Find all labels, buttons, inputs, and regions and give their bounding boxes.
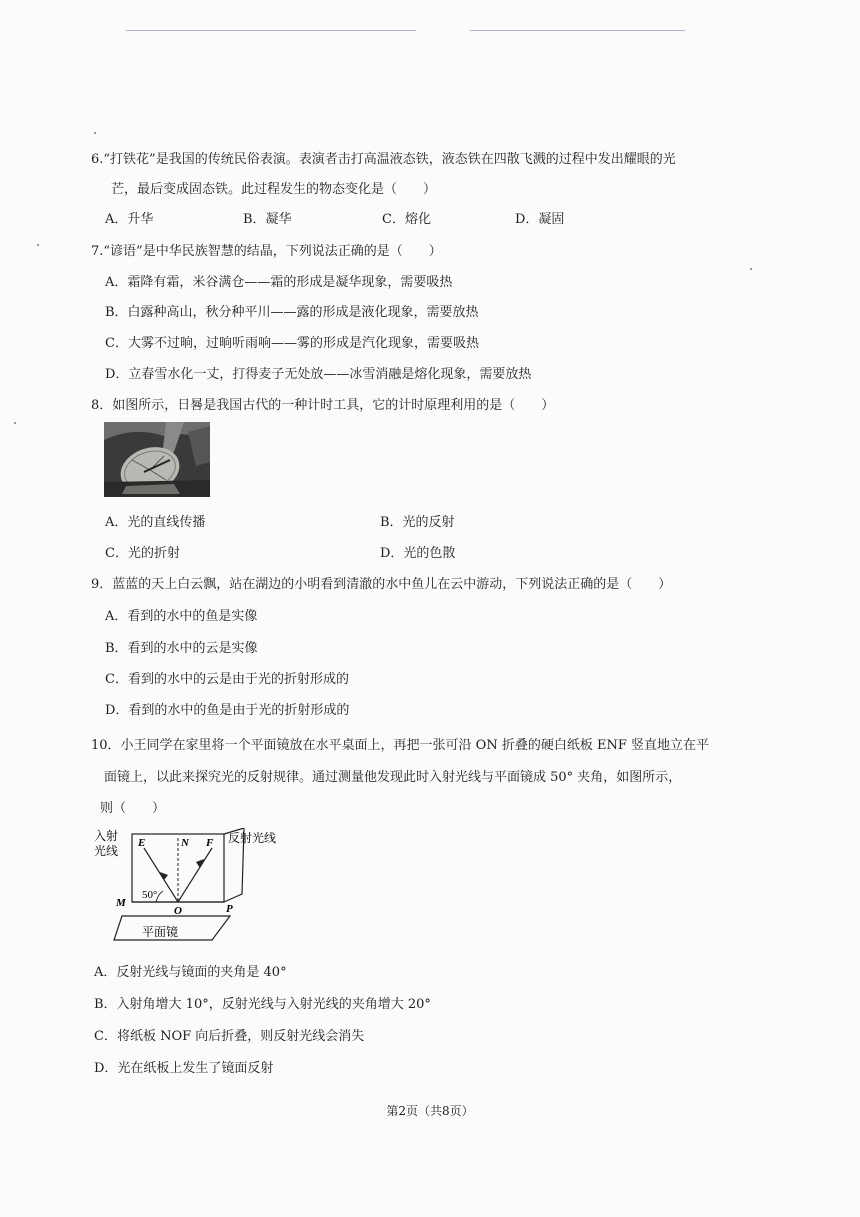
q10-stem-line3: 则（ ） [100, 801, 166, 816]
scan-dot [14, 422, 16, 424]
q10-option-c: C．将纸板 NOF 向后折叠，则反射光线会消失 [94, 1029, 365, 1044]
scan-line-right [470, 30, 685, 31]
q10-option-a: A．反射光线与镜面的夹角是 40° [94, 965, 287, 980]
label-E: E [138, 837, 146, 849]
scan-dot [94, 132, 96, 134]
q10-option-d: D．光在纸板上发生了镜面反射 [94, 1061, 274, 1076]
q10-stem-line2: 面镜上，以此来探究光的反射规律。通过测量他发现此时入射光线与平面镜成 50° 夹角，如图所示， [104, 770, 682, 785]
q8-stem: 8．如图所示，日晷是我国古代的一种计时工具，它的计时原理利用的是（ ） [91, 398, 555, 413]
q8-option-a: A．光的直线传播 [105, 515, 206, 530]
page-footer: 第2页（共8页） [386, 1104, 474, 1118]
q6-option-a: A．升华 [105, 212, 154, 227]
scan-dot [750, 268, 752, 270]
label-N: N [181, 837, 189, 849]
incident-label-2: 光线 [94, 844, 119, 858]
q6-option-d: D．凝固 [515, 212, 565, 227]
q6-option-b: B．凝华 [243, 212, 292, 227]
q9-option-c: C．看到的水中的云是由于光的折射形成的 [105, 672, 349, 687]
sundial-photo [104, 422, 210, 497]
reflected-label: 反射光线 [228, 831, 277, 845]
q8-option-c: C．光的折射 [105, 546, 180, 561]
scan-dot [37, 244, 39, 246]
q8-option-b: B．光的反射 [380, 515, 455, 530]
q10-option-b: B．入射角增大 10°，反射光线与入射光线的夹角增大 20° [94, 997, 431, 1012]
q9-option-d: D．看到的水中的鱼是由于光的折射形成的 [105, 703, 350, 718]
q6-option-c: C．熔化 [382, 212, 431, 227]
q7-option-c: C．大雾不过晌，过晌听雨响——雾的形成是汽化现象，需要吸热 [105, 336, 479, 351]
q6-stem-line2: 芒，最后变成固态铁。此过程发生的物态变化是（ ） [111, 182, 437, 197]
q7-option-b: B．白露种高山，秋分种平川——露的形成是液化现象，需要放热 [105, 305, 479, 320]
q9-stem: 9．蓝蓝的天上白云飘，站在湖边的小明看到清澈的水中鱼儿在云中游动，下列说法正确的是（ ） [91, 577, 672, 592]
incident-label-1: 入射 [94, 829, 119, 843]
angle-label: 50° [142, 889, 158, 901]
mirror-label: 平面镜 [142, 925, 179, 939]
q7-option-d: D．立春雪水化一丈，打得麦子无处放——冰雪消融是熔化现象，需要放热 [105, 367, 532, 382]
label-M: M [116, 897, 126, 909]
q8-option-d: D．光的色散 [380, 546, 456, 561]
q9-option-b: B．看到的水中的云是实像 [105, 641, 258, 656]
label-F: F [206, 837, 214, 849]
q7-stem: 7.“谚语”是中华民族智慧的结晶，下列说法正确的是（ ） [91, 244, 442, 259]
label-P: P [226, 903, 233, 915]
scan-line-left [126, 30, 416, 31]
q6-stem-line1: 6.“打铁花”是我国的传统民俗表演。表演者击打高温液态铁，液态铁在四散飞溅的过程中发出耀眼的光 [91, 152, 676, 167]
q7-option-a: A．霜降有霜，米谷满仓——霜的形成是凝华现象，需要吸热 [105, 275, 453, 290]
reflected-ray [178, 848, 212, 902]
q10-stem-line1: 10．小王同学在家里将一个平面镜放在水平桌面上，再把一张可沿 ON 折叠的硬白纸板 ENF 竖直地立在平 [91, 738, 709, 753]
reflection-diagram [94, 828, 294, 946]
q9-option-a: A．看到的水中的鱼是实像 [105, 609, 258, 624]
label-O: O [174, 905, 182, 917]
